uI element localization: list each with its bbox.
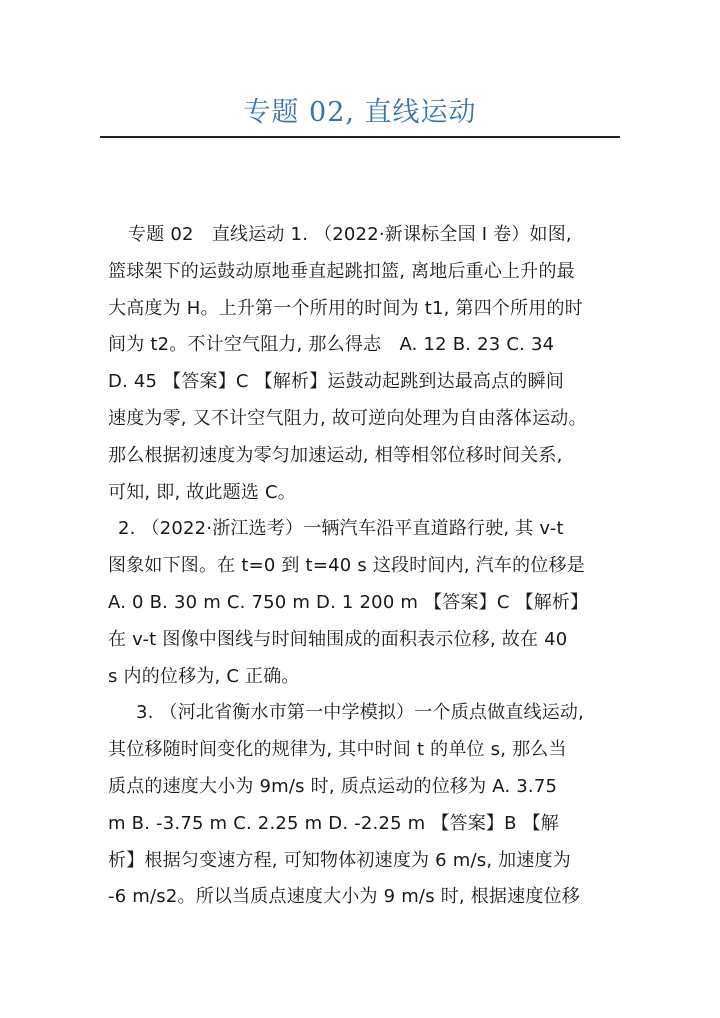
text-line: 2. （2022·浙江选考）一辆汽车沿平直道路行驶, 其 v-t xyxy=(118,518,564,540)
text-line: 质点的速度大小为 9m/s 时, 质点运动的位移为 A. 3.75 xyxy=(108,775,558,797)
text-line: 3. （河北省衡水市第一中学模拟）一个质点做直线运动, xyxy=(136,702,585,724)
document-title: 专题 02, 直线运动 xyxy=(243,97,477,128)
text-line: 可知, 即, 故此题选 C。 xyxy=(108,481,296,503)
document-body xyxy=(108,217,612,916)
text-line: A. 0 B. 30 m C. 750 m D. 1 200 m 【答案】C 【解析】 xyxy=(108,591,589,613)
text-line: 速度为零, 又不计空气阻力, 故可逆向处理为自由落体运动。 xyxy=(108,407,587,429)
text-line: 其位移随时间变化的规律为, 其中时间 t 的单位 s, 那么当 xyxy=(108,739,567,761)
text-line: 在 v-t 图像中图线与时间轴围成的面积表示位移, 故在 40 xyxy=(108,628,568,650)
text-line: 图象如下图。在 t=0 到 t=40 s 这段时间内, 汽车的位移是 xyxy=(108,555,585,577)
text-line: 篮球架下的运鼓动原地垂直起跳扣篮, 离地后重心上升的最 xyxy=(108,260,575,282)
title-divider xyxy=(100,136,620,138)
text-line: s 内的位移为, C 正确。 xyxy=(108,665,300,687)
text-line: m B. -3.75 m C. 2.25 m D. -2.25 m 【答案】B 【解 xyxy=(108,812,559,834)
text-line: 析】根据匀变速方程, 可知物体初速度为 6 m/s, 加速度为 xyxy=(108,849,571,871)
text-line: 大高度为 H。上升第一个所用的时间为 t1, 第四个所用的时 xyxy=(108,297,583,319)
text-line: 那么根据初速度为零匀加速运动, 相等相邻位移时间关系, xyxy=(108,444,563,466)
text-line: 间为 t2。不计空气阻力, 那么得志 A. 12 B. 23 C. 34 xyxy=(108,334,555,356)
text-line: D. 45 【答案】C 【解析】运鼓动起跳到达最高点的瞬间 xyxy=(108,371,565,393)
text-line: 专题 02 直线运动 1. （2022·新课标全国 I 卷）如图, xyxy=(128,224,572,245)
text-line: -6 m/s2。所以当质点速度大小为 9 m/s 时, 根据速度位移 xyxy=(108,886,580,908)
